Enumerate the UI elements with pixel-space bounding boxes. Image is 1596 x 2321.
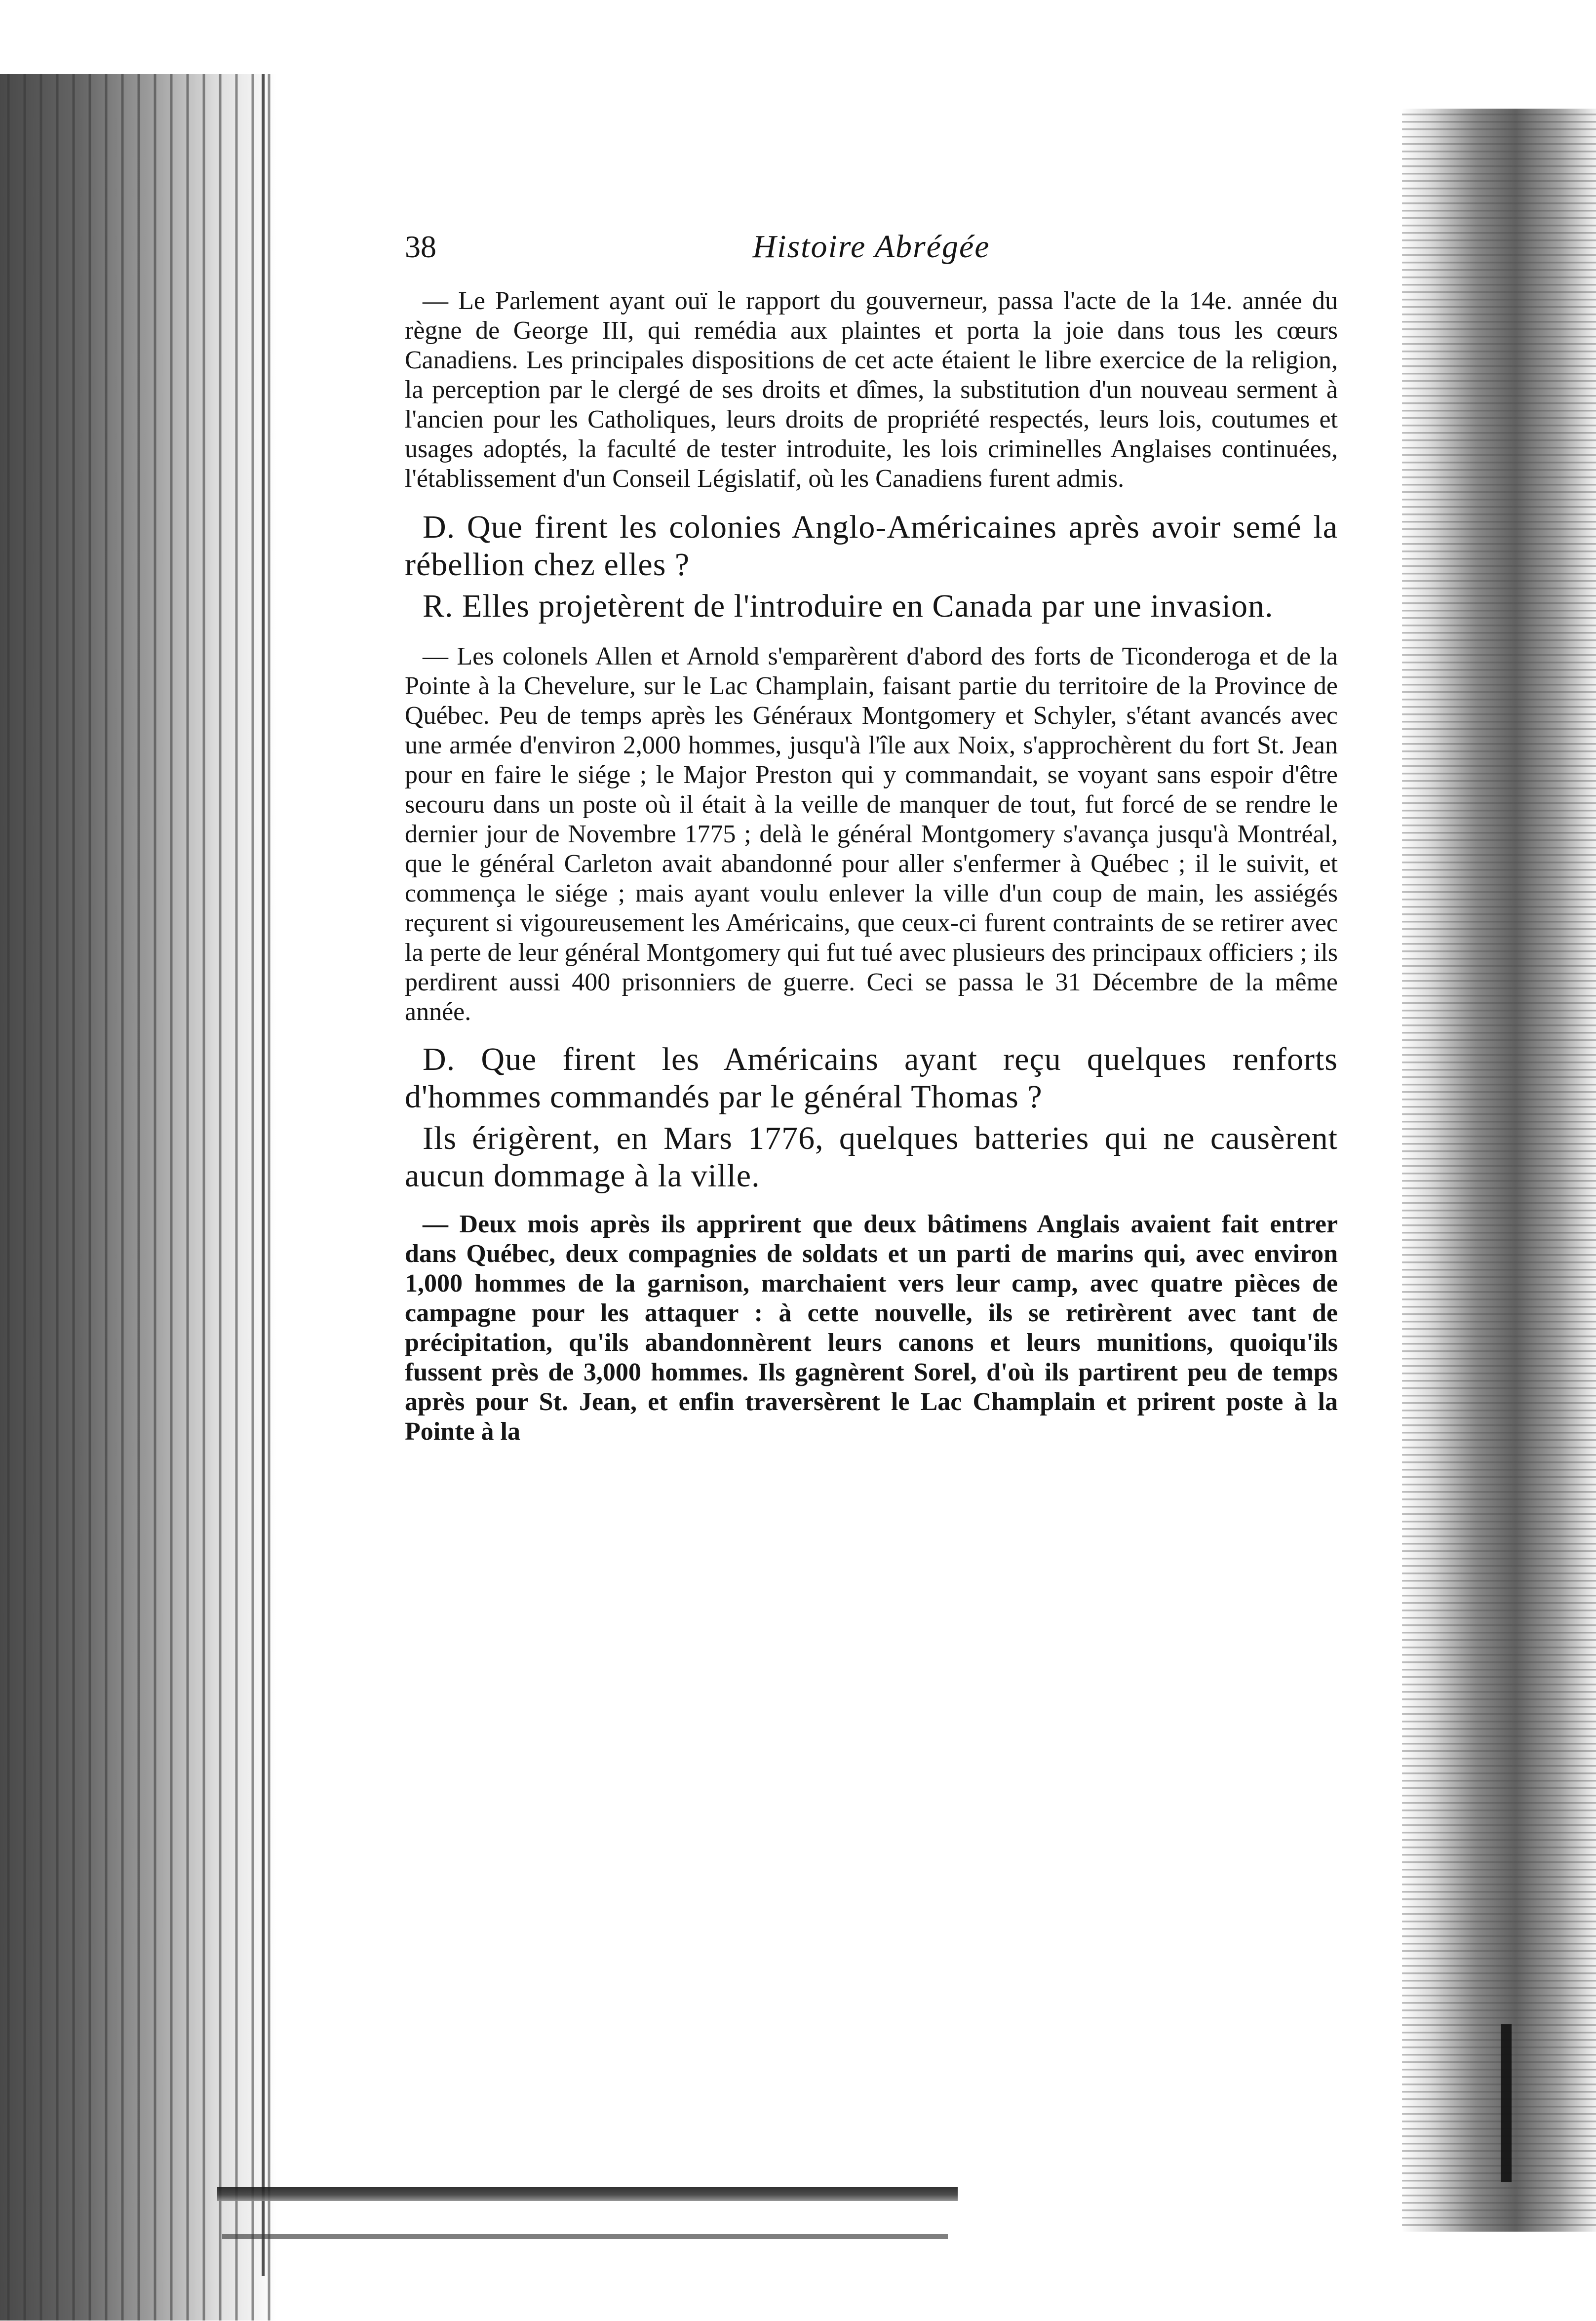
scan-right-edge-mark [1501,2024,1512,2182]
scan-binding-shadow [0,74,276,2321]
scan-bottom-edge [217,2187,958,2201]
commentary-paragraph: — Le Parlement ayant ouï le rapport du gouverneur, passa l'acte de la 14e. année du règne de George III, qui remédia aux plaintes et porta la joie dans tous les cœurs Canadiens. Les principales dispositions de cet acte étaient le libre exercice de la religion, la perception par le clergé de ses droits et dîmes, la substitution d'un nouveau serment à l'ancien pour les Catholiques, leurs droits de propriété respectés, leurs lois, coutumes et usages adoptés, la faculté de tester introduite, les lois criminelles Anglaises continuées, l'établissement d'un Conseil Législatif, où les Canadiens furent admis. [405,287,1338,493]
scan-bottom-edge-secondary [222,2234,948,2239]
question-paragraph: D. Que firent les Américains ayant reçu quelques renforts d'hommes commandés par le général Thomas ? [405,1041,1338,1115]
book-page [405,227,1338,1447]
answer-paragraph: R. Elles projetèrent de l'introduire en Canada par une invasion. [423,588,1274,624]
question-paragraph: D. Que firent les colonies Anglo-Américaines après avoir semé la rébellion chez elles ? [405,509,1338,583]
scan-right-margin-shadow [1402,109,1596,2232]
answer-paragraph: Ils érigèrent, en Mars 1776, quelques batteries qui ne causèrent aucun dommage à la ville. [405,1120,1338,1194]
page-number: 38 [405,229,436,264]
running-head [405,227,1338,286]
running-title: Histoire Abrégée [752,229,990,265]
commentary-paragraph: — Deux mois après ils apprirent que deux bâtimens Anglais avaient fait entrer dans Québec, deux compagnies de soldats et un parti de marins qui, avec environ 1,000 hommes de la garnison, marchaient vers leur camp, avec quatre pièces de campagne pour les attaquer : à cette nouvelle, ils se retirèrent avec tant de précipitation, qu'ils abandonnèrent leurs canons et leurs munitions, quoiqu'ils fussent près de 3,000 hommes. Ils gagnèrent Sorel, d'où ils partirent peu de temps après pour St. Jean, et enfin traversèrent le Lac Champlain et prirent poste à la Pointe à la [405,1210,1338,1446]
commentary-paragraph: — Les colonels Allen et Arnold s'emparèrent d'abord des forts de Ticonderoga et de la Pointe à la Chevelure, sur le Lac Champlain, faisant partie du territoire de la Province de Québec. Peu de temps après les Généraux Montgomery et Schyler, s'étant avancés avec une armée d'environ 2,000 hommes, jusqu'à l'île aux Noix, s'approchèrent du fort St. Jean pour en faire le siége ; le Major Preston qui y commandait, se voyant sans espoir d'être secouru dans un poste où il était à la veille de manquer de tout, fut forcé de se rendre le dernier jour de Novembre 1775 ; delà le général Montgomery s'avança jusqu'à Montréal, que le général Carleton avait abandonné pour aller s'enfermer à Québec ; il le suivit, et commença le siége ; mais ayant voulu enlever la ville d'un coup de main, les assiégés reçurent si vigoureusement les Américains, que ceux-ci furent contraints de se retirer avec la perte de leur général Montgomery qui fut tué avec plusieurs des principaux officiers ; ils perdirent aussi 400 prisonniers de guerre. Ceci se passa le 31 Décembre de la même année. [405,642,1338,1026]
scan-page-edge [262,74,265,2276]
